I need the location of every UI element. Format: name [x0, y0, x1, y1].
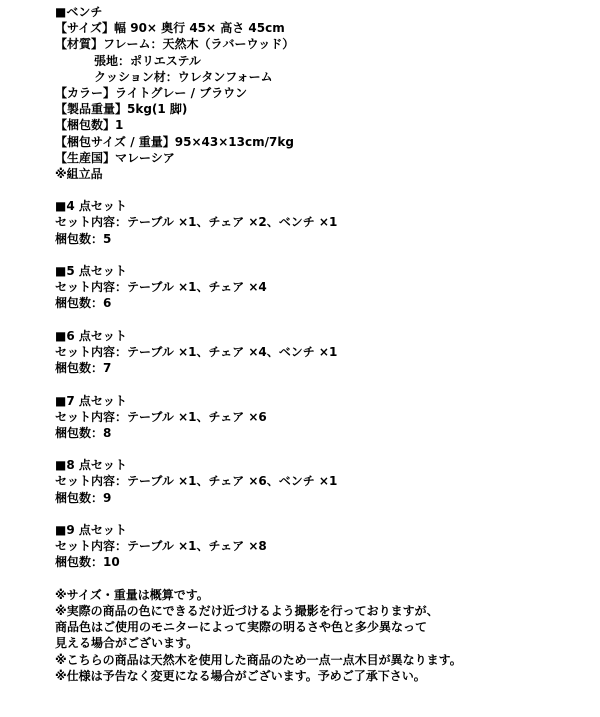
set-packages: 梱包数：10 — [55, 555, 120, 570]
set-section-6 — [55, 328, 595, 377]
set-section-5 — [55, 263, 595, 312]
set-heading: ■8 点セット — [55, 458, 127, 473]
set-section-8 — [55, 457, 595, 506]
set-packages: 梱包数：7 — [55, 361, 112, 376]
set-packages: 梱包数：5 — [55, 231, 112, 246]
bench-fabric: 張地：ポリエステル — [94, 53, 201, 68]
set-contents: セット内容：テーブル ×1、チェア ×2、ベンチ ×1 — [55, 215, 338, 230]
set-heading: ■4 点セット — [55, 199, 127, 214]
bench-section — [55, 4, 595, 182]
set-section-7 — [55, 393, 595, 442]
set-contents: セット内容：テーブル ×1、チェア ×4 — [55, 280, 267, 295]
set-section-4 — [55, 198, 595, 247]
set-section-9 — [55, 522, 595, 571]
set-heading: ■7 点セット — [55, 393, 127, 408]
bench-weight: 【製品重量】5kg(1 脚) — [55, 102, 188, 117]
set-heading: ■9 点セット — [55, 523, 127, 537]
set-contents: セット内容：テーブル ×1、チェア ×8 — [55, 539, 267, 554]
bench-origin: 【生産国】マレーシア — [55, 150, 175, 165]
set-contents: セット内容：テーブル ×1、チェア ×6、ベンチ ×1 — [55, 474, 338, 489]
note-line: 商品色はご使用のモニターによって実際の明るさや色と多少異なって — [55, 620, 428, 635]
note-line: ※サイズ・重量は概算です。 — [55, 587, 209, 602]
set-packages: 梱包数：6 — [55, 296, 112, 311]
product-spec-document — [55, 4, 595, 684]
set-packages: 梱包数：8 — [55, 425, 112, 440]
bench-heading: ■ベンチ — [55, 5, 103, 19]
bench-material: 【材質】フレーム：天然木（ラバーウッド） — [55, 37, 295, 52]
set-heading: ■6 点セット — [55, 328, 127, 343]
bench-cushion: クッション材：ウレタンフォーム — [94, 69, 273, 84]
set-packages: 梱包数：9 — [55, 490, 112, 505]
bench-size: 【サイズ】幅 90× 奥行 45× 高さ 45cm — [55, 21, 285, 36]
note-line: ※実際の商品の色にできるだけ近づけるよう撮影を行っておりますが、 — [55, 603, 439, 618]
set-heading: ■5 点セット — [55, 264, 127, 278]
notes-section — [55, 587, 595, 684]
set-contents: セット内容：テーブル ×1、チェア ×6 — [55, 409, 267, 424]
set-contents: セット内容：テーブル ×1、チェア ×4、ベンチ ×1 — [55, 344, 338, 359]
bench-color: 【カラー】ライトグレー / ブラウン — [55, 85, 248, 100]
bench-package-size: 【梱包サイズ / 重量】95×43×13cm/7kg — [55, 134, 294, 149]
note-line: 見える場合がございます。 — [55, 636, 199, 651]
bench-assembly-note: ※組立品 — [55, 166, 103, 181]
bench-package-count: 【梱包数】1 — [55, 118, 124, 133]
note-line: ※こちらの商品は天然木を使用した商品のため一点一点木目が異なります。 — [55, 652, 462, 667]
note-line: ※仕様は予告なく変更になる場合がございます。予めご了承下さい。 — [55, 668, 426, 683]
